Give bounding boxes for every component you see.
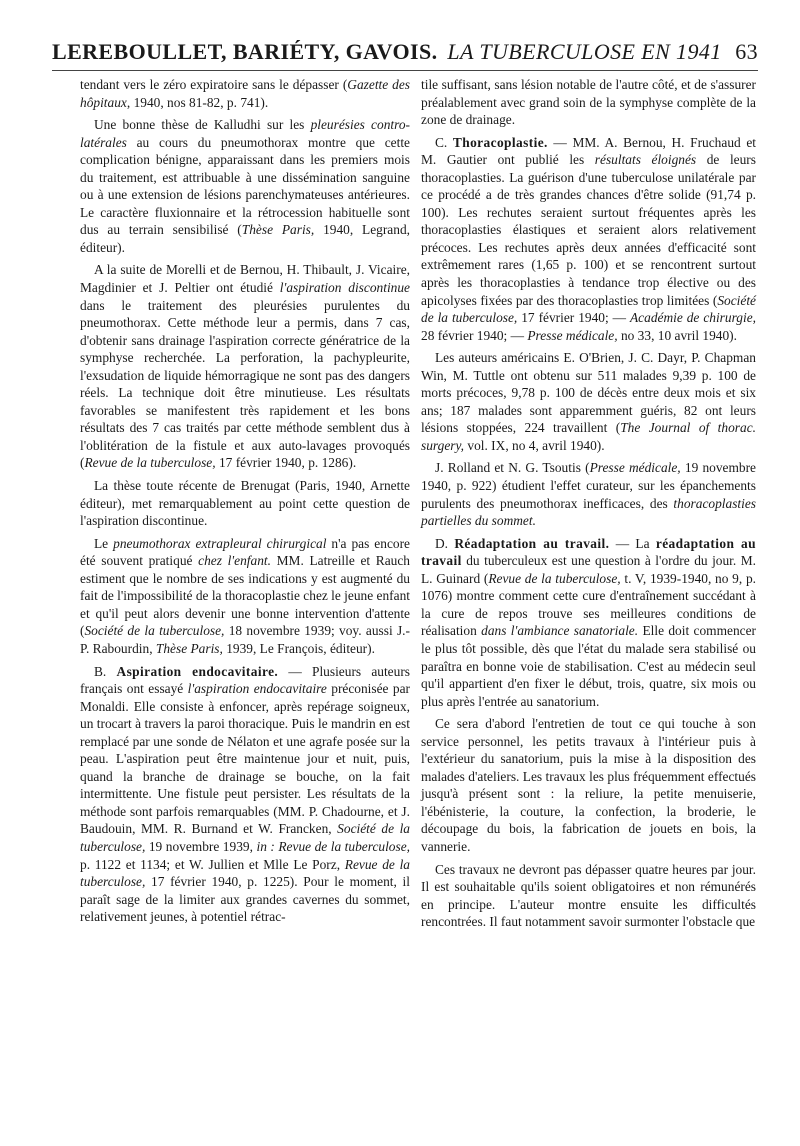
right-column bbox=[421, 76, 756, 936]
paragraph: A la suite de Morelli et de Bernou, H. Thibault, J. Vicaire, Magdinier et J. Peltier ont étudié l'aspiration discontinue dans le traitement des pleurésies purulentes du pneumothorax. Cette méthode leur a permis, dans 7 cas, d'obtenir sans drainage l'aspiration correcte génératrice de la symphyse recherchée. La perforation, la pachypleurite, l'exsudation de liquide hémorragique ne sont pas des dangers réels. La technique doit être minutieuse. Les résultats favorables se manifestent très rapidement et les bons résultats des 7 cas traités par cette méthode semblent dus à l'oblitération de la fistule et aux auto-lavages provoqués (Revue de la tuberculose, 17 février 1940, p. 1286). bbox=[80, 262, 410, 471]
page-number: 63 bbox=[735, 39, 758, 64]
header-authors: LEREBOULLET, BARIÉTY, GAVOIS. bbox=[52, 39, 438, 64]
header-title: LA TUBERCULOSE EN 1941 bbox=[447, 39, 722, 64]
section-heading: Thoracoplastie. bbox=[452, 134, 548, 150]
paragraph: tile suffisant, sans lésion notable de l'autre côté, et de s'assurer préalablement avec grand soin de la symphyse complète de la zone de drainage. bbox=[421, 77, 756, 128]
running-header bbox=[52, 34, 758, 71]
paragraph: La thèse toute récente de Brenugat (Paris, 1940, Arnette éditeur), met remarquablement au point cette question de l'aspiration discontinue. bbox=[80, 478, 410, 529]
paragraph: Ce sera d'abord l'entretien de tout ce qui touche à son service personnel, les petits travaux à l'intérieur puis à l'extérieur du sanatorium, puis la mise à la disposition des malades d'ateliers. Les travaux les plus fréquemment effectués jusqu'à présent sont : la reliure, la petite menuiserie, l'ébénisterie, la couture, la confection, la broderie, le découpage du bois, la fabrication de jouets en bois, la vannerie. bbox=[421, 716, 756, 854]
paragraph: J. Rolland et N. G. Tsoutis (Presse médicale, 19 novembre 1940, p. 922) étudient l'effet curateur, sur les épanchements purulents des pneumothorax inefficaces, des thoracoplasties partielles du sommet. bbox=[421, 460, 757, 529]
section-heading: Aspiration endocavitaire. bbox=[116, 663, 279, 679]
paragraph: Les auteurs américains E. O'Brien, J. C. Dayr, P. Chapman Win, M. Tuttle ont obtenu sur 511 malades 9,39 p. 100 de morts précoces, 9,78 p. 100 de décès entre deux mois et six ans; 187 malades sont apparemment guéris, 82 ont leurs lésions stoppées, 224 travaillent (The Journal of thorac. surgery, vol. IX, no 4, avril 1940). bbox=[421, 350, 756, 453]
left-column bbox=[80, 76, 410, 931]
paragraph: tendant vers le zéro expiratoire sans le dépasser (Gazette des hôpitaux, 1940, nos 81-82, p. 741). bbox=[80, 77, 410, 110]
section-readaptation: D. Réadaptation au travail. — La réadaptation au travail du tuberculeux est une question à l'ordre du jour. M. L. Guinard (Revue de la tuberculose, t. V, 1939-1940, no 9, p. 1076) montre comment cette cure d'entraînement succédant à la cure de repos trouve ses meilleures conditions de réalisation dans l'ambiance sanatoriale. Elle doit commencer le plus tôt possible, dès que l'état du malade sera stabilisé ou paraîtra en bonne voie de stabilisation. C'est au médecin seul qu'il appartient d'en fixer le début, trois, quatre, six mois ou plus après l'entrée au sanatorium. bbox=[421, 535, 756, 709]
paragraph: Ces travaux ne devront pas dépasser quatre heures par jour. Il est souhaitable qu'ils soient obligatoires et non rémunérés en principe. L'auteur montre ensuite les difficultés rencontrées. Il faut notamment savoir surmonter l'obstacle que bbox=[421, 861, 756, 930]
paragraph: Une bonne thèse de Kalludhi sur les pleurésies contro-latérales au cours du pneumothorax montre que cette complication bénigne, apparaissant dans les premiers mois du traitement, est attribuable à une dissémination sanguine ou à une extension de lésions parenchymateuses antérieures. Le caractère fluxionnaire et la rétrocession habituelle sont dus au terrain sensibilisé (Thèse Paris, 1940, Legrand, éditeur). bbox=[80, 117, 410, 255]
section-aspiration-endocavitaire: B. Aspiration endocavitaire. — Plusieurs auteurs français ont essayé l'aspiration endocavitaire préconisée par Monaldi. Elle consiste à enfoncer, après repérage soigneux, un trocart à travers la paroi thoracique. Puis le mandrin en est remplacé par une sonde de Nélaton et une agrafe posée sur la peau. L'aspiration peut être maintenue jour et nuit, puis, quand la branche de drainage se bouche, on la fait intermittente. Une fistule peut persister. Les résultats de la méthode sont parfois remarquables (MM. P. Chadourne, et J. Baudouin, MM. R. Burnand et W. Francken, Société de la tuberculose, 19 novembre 1939, in : Revue de la tuberculose, p. 1122 et 1134; et W. Jullien et Mlle Le Porz, Revue de la tuberculose, 17 février 1940, p. 1225). Pour le moment, il paraît sage de la limiter aux grandes cavernes du sommet, relativement jeunes, à potentiel rétrac- bbox=[80, 663, 411, 925]
paragraph: Le pneumothorax extrapleural chirurgical n'a pas encore été souvent pratiqué chez l'enfant. MM. Latreille et Rauch estiment que le nombre de ses indications y est augmenté du fait de l'impossibilité de la thoracoplastie chez le jeune enfant et qu'il peut alors devenir une bonne intervention d'attente (Société de la tuberculose, 18 novembre 1939; voy. aussi J.-P. Rabourdin, Thèse Paris, 1939, Le François, éditeur). bbox=[80, 535, 411, 656]
section-thoracoplastie: C. Thoracoplastie. — MM. A. Bernou, H. Fruchaud et M. Gautier ont publié les résultats éloignés de leurs thoracoplasties. La guérison d'une tuberculose unilatérale par ce procédé a de très grandes chances d'être solide (91,74 p. 100). Les rechutes seraient surtout fréquentes après les thoracoplasties élastiques et seraient alors relativement précoces. Les rechutes après deux années d'efficacité sont extrêmement rares (1,65 p. 100) et se rencontrent surtout après les thoracoplasties à tendance trop élective ou des apicolyses fixées par des thoracoplasties trop limitées (Société de la tuberculose, 17 février 1940; — Académie de chirurgie, 28 février 1940; — Presse médicale, no 33, 10 avril 1940). bbox=[421, 134, 757, 343]
section-heading: Réadaptation au travail. bbox=[454, 535, 610, 551]
